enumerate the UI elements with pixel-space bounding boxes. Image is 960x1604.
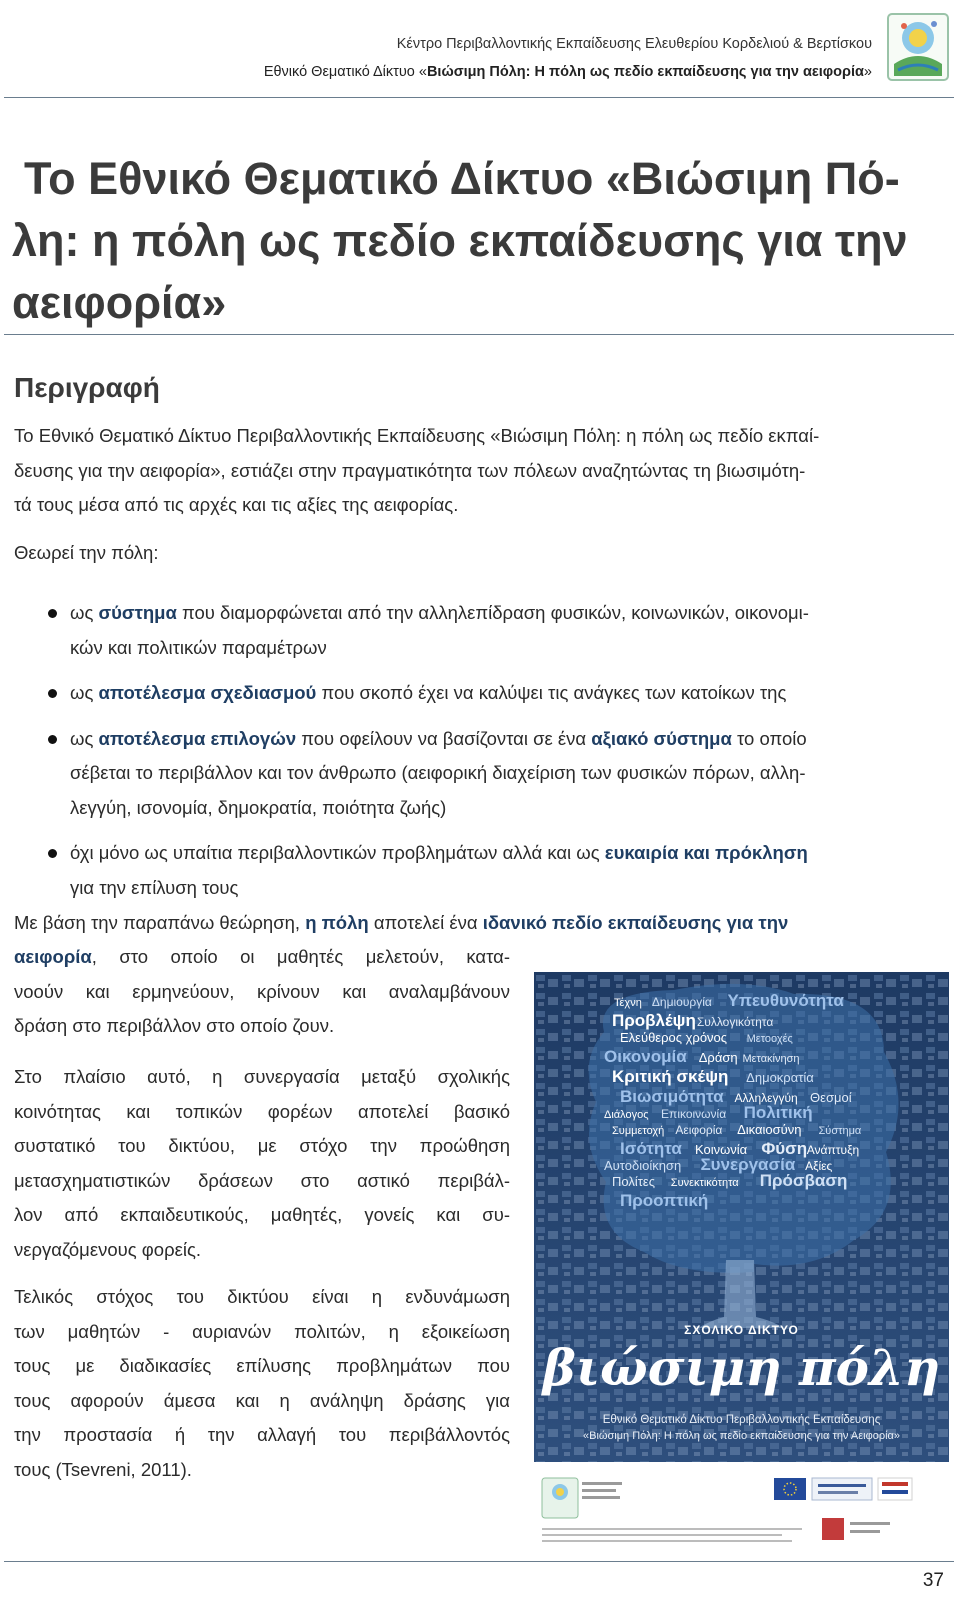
- title-line-2: λη: η πόλη ως πεδίο εκπαίδευσης για την: [12, 215, 908, 266]
- intro-paragraph: [14, 419, 946, 523]
- center-logo-icon: [884, 8, 952, 86]
- emphasis: σύστημα: [98, 602, 177, 623]
- list-item: όχι μόνο ως υπαίτια περιβαλλοντικών προβλημάτων αλλά και ως ευκαιρία και πρόκληση για την επίλυση τους: [14, 836, 946, 905]
- title-line-3: αειφορία»: [12, 277, 227, 328]
- poster-word: Ελεύθερος χρόνος: [620, 1030, 728, 1045]
- poster-network-label: ΣΧΟΛΙΚΟ ΔΙΚΤΥΟ: [684, 1323, 799, 1337]
- header-network-prefix: Εθνικό Θεματικό Δίκτυο «: [263, 64, 427, 80]
- poster-subtitle-2: «Βιώσιμη Πόλη: Η πόλη ως πεδίο εκπαίδευσης για την Αειφορία»: [583, 1430, 900, 1442]
- poster-word: Κριτική σκέψη: [612, 1067, 729, 1086]
- poster-word: Σύστημα: [818, 1125, 862, 1137]
- poster-word: Πολίτες: [612, 1174, 655, 1189]
- page-number: 37: [922, 1570, 944, 1591]
- goal-paragraph: Τελικός στόχος του δικτύου είναι η ενδυνάμωση των μαθητών - αυριανών πολιτών, η εξοικείωση τους με διαδικασίες επίλυσης προβλημάτων που τους αφορούν άμεσα και η ανάληψη δράσης για την προστασία ή την αλλαγή του περιβάλλοντός τους (Tsevreni, 2011).: [14, 1286, 510, 1480]
- poster-word: Δημιουργία: [651, 995, 712, 1009]
- bullet-icon: [48, 689, 57, 698]
- poster-word: Αξίες: [805, 1159, 833, 1173]
- list-item: ως σύστημα που διαμορφώνεται από την αλληλεπίδραση φυσικών, κοινωνικών, οικονομι- κών και πολιτικών παραμέτρων: [14, 596, 946, 665]
- poster-word: Θεσμοί: [810, 1090, 852, 1105]
- bullet-icon: [48, 735, 57, 744]
- poster-word: Συνεκτικότητα: [670, 1177, 739, 1189]
- title-line-1: Το Εθνικό Θεματικό Δίκτυο «Βιώσιμη Πό-: [24, 153, 900, 204]
- poster-word: Μετοοχές: [746, 1033, 793, 1045]
- eu-flag-icon: [774, 1478, 806, 1500]
- list-item: ως αποτέλεσμα σχεδιασμού που σκοπό έχει να καλύψει τις ανάγκες των κατοίκων της: [14, 676, 946, 711]
- poster-word: Προβλέψη: [612, 1011, 696, 1030]
- poster-word: Πολιτική: [743, 1103, 813, 1122]
- poster-word: Δικαιοσύνη: [737, 1122, 802, 1137]
- intro-line-1: Το Εθνικό Θεματικό Δίκτυο Περιβαλλοντικής Εκπαίδευσης «Βιώσιμη Πόλη: η πόλη ως πεδίο εκπαί-: [14, 425, 820, 446]
- basis-paragraph-rest: αειφορία, στο οποίο οι μαθητές μελετούν, κατα- νοούν και ερμηνεύουν, κρίνουν και αναλαμβάνουν δράση στο περιβάλλον στο οποίο ζουν.: [14, 946, 510, 1036]
- poster-word: Φύση: [761, 1139, 808, 1158]
- header-center-name: Κέντρο Περιβαλλοντικής Εκπαίδευσης Ελευθερίου Κορδελιού & Βερτίσκου: [396, 36, 872, 52]
- emphasis: η πόλη: [305, 912, 369, 933]
- poster-word: Συλλογικότητα: [696, 1015, 774, 1029]
- ministry-logo-icon: [812, 1478, 872, 1500]
- poster-word: Μετακίνηση: [742, 1053, 800, 1065]
- espa-logo-icon: [878, 1478, 912, 1500]
- basis-paragraph-first-line: Με βάση την παραπάνω θεώρηση, η πόλη αποτελεί ένα ιδανικό πεδίο εκπαίδευσης για την: [14, 912, 789, 933]
- poster-word: Ανάπτυξη: [806, 1143, 860, 1157]
- poster-word: Διάλογος: [604, 1109, 649, 1121]
- poster-word: Αλληλεγγύη: [734, 1091, 798, 1105]
- title-divider: [4, 334, 954, 335]
- poster-word: Υπευθυνότητα: [727, 991, 844, 1010]
- section-heading: Περιγραφή: [14, 372, 160, 403]
- poster-word: Δημοκρατία: [746, 1070, 814, 1085]
- poster-word: Δράση: [698, 1050, 738, 1065]
- header-network-suffix: »: [863, 64, 872, 80]
- emphasis: ευκαιρία και πρόκληση: [604, 842, 808, 863]
- poster-word: Συμμετοχή: [612, 1125, 665, 1137]
- emphasis: αποτέλεσμα επιλογών: [98, 727, 297, 749]
- footer-divider: [4, 1561, 954, 1562]
- poster-word: Αειφορία: [675, 1123, 723, 1137]
- poster-word: Ισότητα: [620, 1139, 682, 1158]
- header-network-name: [264, 64, 872, 80]
- poster-word: Πρόσβαση: [759, 1171, 848, 1190]
- poster-word: Προοπτική: [620, 1191, 709, 1210]
- considers-text: Θεωρεί την πόλη:: [14, 542, 159, 563]
- poster-word: Κοινωνία: [695, 1142, 748, 1157]
- bullet-icon: [48, 849, 57, 858]
- poster-word: Τέχνη: [614, 997, 642, 1009]
- header-network-bold: Βιώσιμη Πόλη: Η πόλη ως πεδίο εκπαίδευσης για την αειφορία: [426, 64, 864, 80]
- cooperation-paragraph: Στο πλαίσιο αυτό, η συνεργασία μεταξύ σχολικής κοινότητας και τοπικών φορέων αποτελεί βασικό συστατικό του δικτύου, με στόχο την προώθηση μετασχηματιστικών δράσεων στο αστικό περιβάλ- λον από εκπαιδευτικούς, μαθητές, γονείς και συ- νεργαζόμενους φορείς.: [14, 1066, 510, 1260]
- intro-line-3: τά τους μέσα από τις αρχές και τις αξίες της αειφορίας.: [14, 494, 459, 515]
- city-roles-list: [14, 596, 946, 916]
- bullet-icon: [48, 609, 57, 618]
- emphasis: αξιακό σύστημα: [591, 727, 732, 749]
- emphasis: αειφορία: [14, 946, 92, 967]
- page-title: [12, 148, 942, 334]
- emphasis: αποτέλεσμα σχεδιασμού: [98, 682, 317, 703]
- header-divider: [4, 97, 954, 98]
- poster-word: Αυτοδιοίκηση: [604, 1158, 682, 1173]
- poster-word: Οικονομία: [604, 1047, 687, 1066]
- sponsor-logos: [534, 1472, 949, 1554]
- emphasis: ιδανικό πεδίο εκπαίδευσης για την: [482, 912, 789, 933]
- poster-subtitle-1: Εθνικό Θεματικό Δίκτυο Περιβαλλοντικής Εκπαίδευσης: [602, 1414, 881, 1426]
- poster-word: Επικοινωνία: [661, 1107, 727, 1121]
- intro-line-2: δευσης για την αειφορία», εστιάζει στην πραγματικότητα των πόλεων αναζητώντας τη βιωσιμότη-: [14, 459, 806, 481]
- poster-title: βιώσιμη πόλη: [542, 1338, 941, 1397]
- poster-word: Συνεργασία: [700, 1155, 796, 1174]
- poster-word: Βιωσιμότητα: [620, 1087, 724, 1106]
- list-item: ως αποτέλεσμα επιλογών που οφείλουν να βασίζονται σε ένα αξιακό σύστημα το οποίο σέβεται το περιβάλλον και τον άνθρωπο (αειφορική διαχείριση των φυσικών πόρων, αλλη- λεγγύη, ισονομία, δημοκρατία, ποιότητα ζωής): [14, 722, 946, 826]
- page-header: [0, 0, 960, 100]
